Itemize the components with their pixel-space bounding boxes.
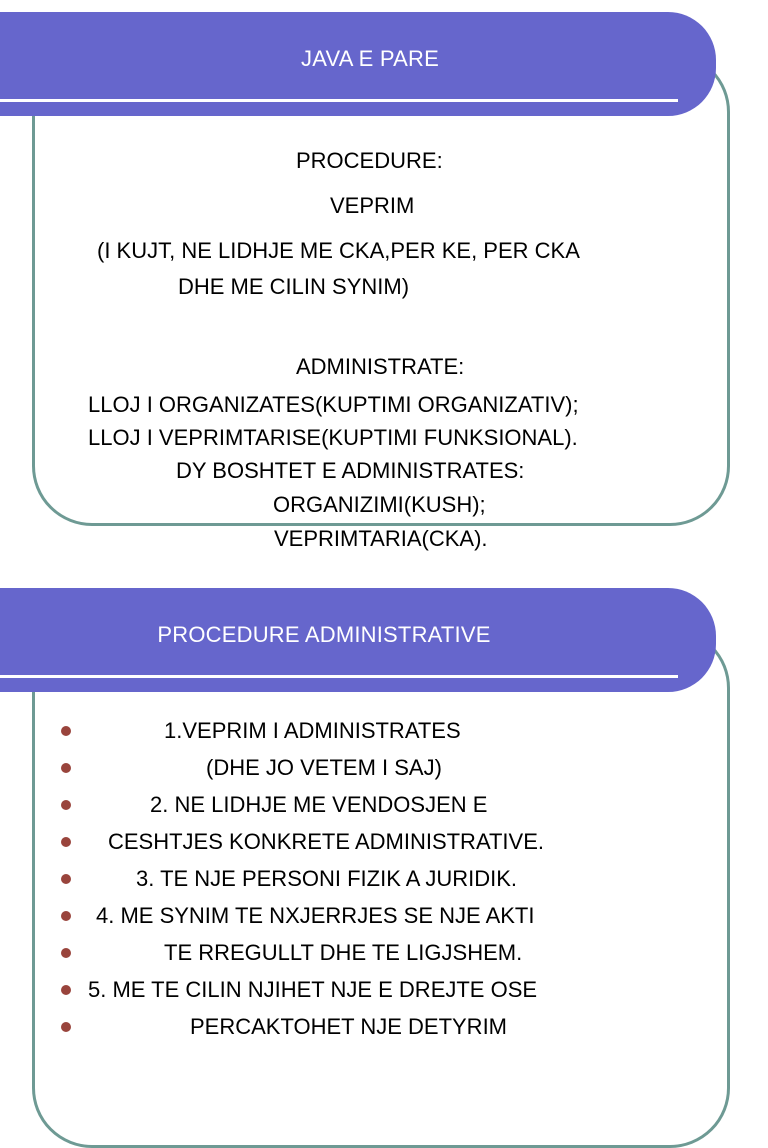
bullet-dot (61, 763, 71, 773)
list-item-text: PERCAKTOHET NJE DETYRIM (190, 1014, 508, 1039)
list-item (0, 755, 768, 785)
list-item (0, 903, 768, 933)
slide-title: JAVA E PARE (301, 46, 439, 71)
list-item (0, 792, 768, 822)
bullet-dot (61, 985, 71, 995)
text-line: LLOJ I ORGANIZATES(KUPTIMI ORGANIZATIV); (88, 392, 579, 417)
slide-title: PROCEDURE ADMINISTRATIVE (157, 622, 491, 647)
list-item-text: 1.VEPRIM I ADMINISTRATES (164, 718, 461, 743)
list-item (0, 718, 768, 748)
text-line: VEPRIM (330, 193, 415, 218)
title-underline (0, 99, 678, 102)
bullet-dot (61, 726, 71, 736)
text-line: ORGANIZIMI(KUSH); (273, 492, 486, 517)
title-underline (0, 675, 678, 678)
text-line: DHE ME CILIN SYNIM) (178, 274, 410, 299)
list-item (0, 977, 768, 1007)
list-item (0, 1014, 768, 1044)
text-line: VEPRIMTARIA(CKA). (274, 526, 488, 551)
text-line: DY BOSHTET E ADMINISTRATES: (176, 458, 525, 483)
bullet-dot (61, 837, 71, 847)
bullet-dot (61, 948, 71, 958)
slide-procedure-administrative (0, 588, 768, 1039)
list-item-text: TE RREGULLT DHE TE LIGJSHEM. (164, 940, 523, 965)
list-item-text: 4. ME SYNIM TE NXJERRJES SE NJE AKTI (96, 903, 535, 928)
list-item (0, 866, 768, 896)
title-banner (0, 588, 716, 692)
text-line: LLOJ I VEPRIMTARISE(KUPTIMI FUNKSIONAL). (88, 425, 578, 450)
text-line: ADMINISTRATE: (296, 354, 465, 379)
list-item-text: CESHTJES KONKRETE ADMINISTRATIVE. (108, 829, 544, 854)
bullet-dot (61, 874, 71, 884)
list-item-text: 2. NE LIDHJE ME VENDOSJEN E (150, 792, 488, 817)
text-line: PROCEDURE: (296, 148, 443, 173)
list-item (0, 940, 768, 970)
list-item-text: 5. ME TE CILIN NJIHET NJE E DREJTE OSE (88, 977, 538, 1002)
list-item-text: 3. TE NJE PERSONI FIZIK A JURIDIK. (136, 866, 518, 891)
list-item-text: (DHE JO VETEM I SAJ) (206, 755, 442, 780)
text-line: (I KUJT, NE LIDHJE ME CKA,PER KE, PER CKA (97, 238, 580, 263)
list-item (0, 829, 768, 859)
bullet-dot (61, 1022, 71, 1032)
slide-java-e-pare (0, 12, 768, 572)
bullet-dot (61, 911, 71, 921)
title-banner (0, 12, 716, 116)
bullet-dot (61, 800, 71, 810)
